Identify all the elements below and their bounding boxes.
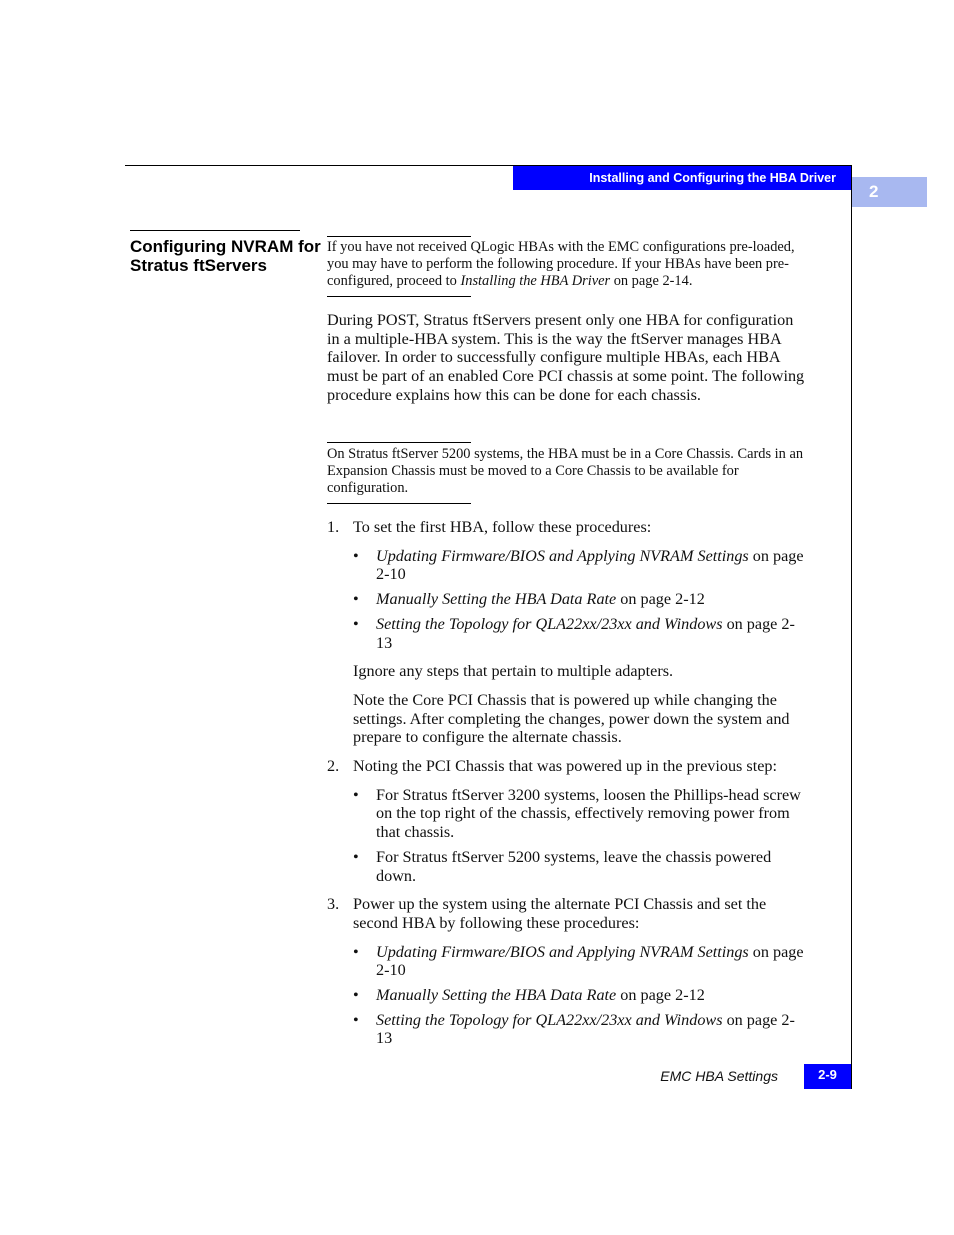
bullet-icon: • [353, 942, 359, 961]
bullet-icon: • [353, 1010, 359, 1029]
note-preconfigured [327, 239, 805, 290]
step-text: To set the first HBA, follow these procedures: [353, 518, 652, 536]
list-item [353, 1011, 807, 1048]
bullet-icon: • [353, 847, 359, 866]
step-text: Power up the system using the alternate PCI Chassis and set the second HBA by following these procedures: [353, 895, 767, 932]
running-header: Installing and Configuring the HBA Driver [513, 166, 851, 190]
cross-reference-link[interactable]: Setting the Topology for QLA22xx/23xx and Windows [376, 614, 723, 633]
cross-reference-link[interactable]: Updating Firmware/BIOS and Applying NVRAM Settings [376, 942, 749, 961]
note-bottom-rule [327, 296, 471, 297]
list-item [353, 786, 807, 842]
bullet-list [353, 547, 807, 653]
bullet-icon: • [353, 614, 359, 633]
list-item [353, 848, 807, 885]
note-top-rule [327, 442, 471, 443]
footer-book-title: EMC HBA Settings [660, 1068, 778, 1084]
bullet-text: For Stratus ftServer 5200 systems, leave the chassis powered down. [376, 847, 772, 885]
step-3 [327, 895, 807, 1048]
step-1 [327, 518, 807, 747]
page-ref: on page 2-10 [376, 942, 804, 980]
list-item [353, 590, 807, 609]
bullet-icon: • [353, 590, 359, 609]
bullet-list [353, 943, 807, 1049]
bullet-list [353, 786, 807, 886]
section-rule [130, 230, 300, 231]
cross-reference-link[interactable]: Updating Firmware/BIOS and Applying NVRAM Settings [376, 546, 749, 565]
step-note: Note the Core PCI Chassis that is powered up while changing the settings. After completing the changes, power down the system and prepare to configure the alternate chassis. [353, 690, 790, 747]
step-number: 3. [327, 895, 340, 914]
procedure-list [327, 518, 807, 1058]
page-ref: on page 2-12 [616, 986, 705, 1005]
note-text: If you have not received QLogic HBAs with the EMC configurations pre-loaded, you may have to perform the following procedure. If your HBAs have been pre-configured, proceed to [327, 239, 795, 289]
bullet-icon: • [353, 546, 359, 565]
page-number: 2-9 [804, 1064, 851, 1089]
list-item [353, 547, 807, 584]
cross-reference-link[interactable]: Manually Setting the HBA Data Rate [376, 986, 617, 1005]
bullet-text: For Stratus ftServer 3200 systems, loosen the Phillips-head screw on the top right of the chassis, effectively removing power from that chassis. [376, 785, 801, 842]
step-2 [327, 757, 807, 885]
section-title: Configuring NVRAM for Stratus ftServers [130, 237, 321, 275]
note-bottom-rule [327, 503, 471, 504]
list-item [353, 986, 807, 1005]
intro-paragraph: During POST, Stratus ftServers present only one HBA for configuration in a multiple-HBA system. This is the way the ftServer manages HBA failover. In order to successfully configure multiple HBAs, each HBA must be part of an enabled Core PCI chassis at some point. The following procedure explains how this can be done for each chassis. [327, 311, 805, 404]
cross-reference-link[interactable]: Installing the HBA Driver [460, 273, 611, 289]
step-text: Noting the PCI Chassis that was powered up in the previous step: [353, 757, 777, 776]
note-page-ref: on page 2-14. [610, 273, 693, 289]
bullet-icon: • [353, 785, 359, 804]
step-number: 1. [327, 518, 340, 536]
list-item [353, 615, 807, 652]
cross-reference-link[interactable]: Manually Setting the HBA Data Rate [376, 590, 617, 609]
note-top-rule [327, 236, 471, 237]
page-ref: on page 2-13 [376, 614, 795, 652]
page-ref: on page 2-10 [376, 546, 804, 584]
bullet-icon: • [353, 986, 359, 1005]
page-ref: on page 2-12 [616, 590, 705, 609]
chapter-tab: 2 [852, 177, 927, 207]
list-item [353, 943, 807, 980]
right-margin-rule [851, 165, 852, 1089]
page-ref: on page 2-13 [376, 1010, 795, 1048]
step-number: 2. [327, 757, 340, 776]
step-note: Ignore any steps that pertain to multiple adapters. [353, 662, 674, 681]
cross-reference-link[interactable]: Setting the Topology for QLA22xx/23xx and Windows [376, 1010, 723, 1029]
note-ftserver-5200: On Stratus ftServer 5200 systems, the HBA must be in a Core Chassis. Cards in an Expansion Chassis must be moved to a Core Chassis to be available for configuration. [327, 446, 804, 496]
